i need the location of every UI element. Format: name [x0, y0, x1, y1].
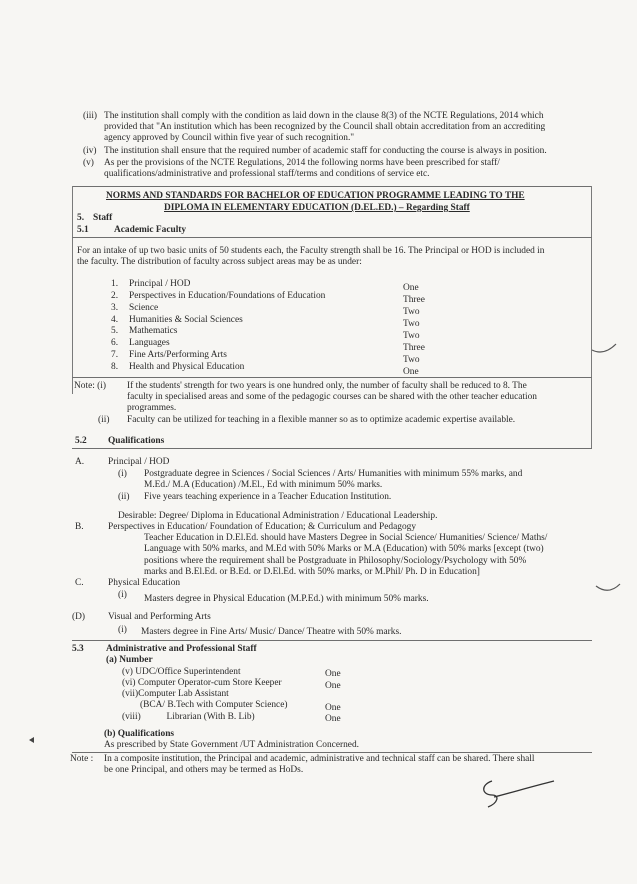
box-right-rule [591, 186, 592, 448]
bullet-mark-icon [28, 736, 36, 744]
item-number: (ii) [118, 492, 130, 502]
faculty-role: Health and Physical Education [129, 362, 245, 372]
faculty-count: Two [403, 319, 420, 329]
qualification-label: A. [75, 457, 85, 467]
section-rule [72, 752, 592, 753]
note-text: Faculty can be utilized for teaching in a flexible manner so as to optimize academic expertise available. [127, 415, 516, 425]
item-number: (i) [118, 590, 127, 600]
qualification-text: Five years teaching experience in a Teacher Education Institution. [144, 492, 392, 502]
faculty-number: 4. [111, 315, 119, 325]
faculty-role: Science [129, 303, 159, 313]
staff-role: (vii)Computer Lab Assistant [122, 689, 229, 699]
note-text: be one Principal, and others may be termed as HoDs. [104, 765, 304, 775]
qualification-text: Masters degree in Physical Education (M.P.Ed.) with minimum 50% marks. [144, 594, 429, 604]
staff-count: One [325, 703, 341, 713]
faculty-number: 7. [111, 350, 119, 360]
item-number: (i) [118, 625, 127, 635]
faculty-number: 2. [111, 291, 119, 301]
note-text: programmes. [127, 403, 177, 413]
note-text: faculty in specialised areas and some of the pedagogic courses can be shared with the other teacher education [127, 392, 537, 402]
qualification-title: Physical Education [108, 578, 181, 588]
clause-iii-number: (iii) [83, 111, 98, 121]
faculty-number: 1. [111, 279, 119, 289]
pen-mark-icon [590, 330, 620, 360]
signature-icon [470, 775, 560, 815]
qualification-title: Perspectives in Education/ Foundation of Education; & Curriculum and Pedagogy [108, 522, 417, 532]
faculty-number: 3. [111, 303, 119, 313]
qualification-title: Visual and Performing Arts [108, 612, 211, 622]
programme-heading: NORMS AND STANDARDS FOR BACHELOR OF EDUCATION PROGRAMME LEADING TO THE [106, 191, 525, 201]
faculty-role: Fine Arts/Performing Arts [129, 350, 227, 360]
section-rule [72, 640, 592, 641]
qualification-label: B. [75, 522, 84, 532]
qualification-text: positions where the requirement shall be Postgraduate in Philosophy/Sociology/Psychology with 50% [144, 556, 527, 566]
faculty-number: 5. [111, 326, 119, 336]
note-label: Note: (i) [74, 381, 107, 391]
faculty-count: Two [403, 331, 420, 341]
qualification-label: (D) [72, 612, 86, 622]
faculty-role: Humanities & Social Sciences [129, 315, 243, 325]
clause-v-number: (v) [83, 158, 94, 168]
section-rule [72, 448, 592, 449]
note-text: If the students' strength for two years is one hundred only, the number of faculty shall be reduced to 8. The [127, 381, 527, 391]
section-number: 5.1 [77, 225, 89, 235]
pen-mark-icon [594, 580, 624, 600]
qualification-desirable: Desirable: Degree/ Diploma in Educational Administration / Educational Leadership. [118, 511, 438, 521]
section-title: Academic Faculty [114, 225, 187, 235]
section-number: 5. [77, 213, 85, 223]
faculty-intro: the faculty. The distribution of faculty across subject areas may be as under: [77, 257, 362, 267]
clause-iv-line: The institution shall ensure that the required number of academic staff for conducting the course is always in position. [104, 146, 547, 156]
faculty-role: Languages [129, 338, 170, 348]
faculty-role: Perspectives in Education/Foundations of Education [129, 291, 326, 301]
staff-role: (vi) Computer Operator-cum Store Keeper [122, 678, 282, 688]
qualification-label: C. [75, 578, 84, 588]
faculty-count: Three [403, 295, 425, 305]
faculty-count: One [403, 283, 419, 293]
section-title: Qualifications [108, 436, 165, 446]
section-number: 5.2 [75, 436, 87, 446]
qualification-text: M.Ed./ M.A (Education) /M.El., Ed with minimum 50% marks. [144, 480, 383, 490]
clause-iv-number: (iv) [83, 146, 97, 156]
staff-role: (v) UDC/Office Superintendent [122, 667, 241, 677]
clause-v-line: qualifications/administrative and professional staff/terms and conditions of service etc. [104, 169, 430, 179]
clause-iii-line: agency approved by Council within five year of such recognition." [104, 133, 355, 143]
box-top-rule [72, 186, 592, 187]
section-rule [72, 377, 592, 378]
box-left-rule [72, 186, 73, 394]
qualification-text: As prescribed by State Government /UT Administration Concerned. [104, 740, 359, 750]
section-number: 5.3 [72, 644, 84, 654]
staff-role: (BCA/ B.Tech with Computer Science) [140, 700, 288, 710]
qualification-text: Postgraduate degree in Sciences / Social Sciences / Arts/ Humanities with minimum 55% marks, and [144, 469, 523, 479]
qualification-title: Principal / HOD [108, 457, 170, 467]
qualification-text: Language with 50% marks, and M.Ed with 50% Marks or M.A (Education) with 50% marks [except (two) [144, 544, 544, 554]
item-number: (i) [118, 469, 127, 479]
staff-role: (viii) Librarian (With B. Lib) [122, 712, 255, 722]
qualification-text: Masters degree in Fine Arts/ Music/ Dance/ Theatre with 50% marks. [141, 627, 402, 637]
faculty-count: Two [403, 307, 420, 317]
faculty-role: Mathematics [129, 326, 178, 336]
section-title: Staff [93, 213, 113, 223]
section-title: Administrative and Professional Staff [106, 644, 257, 654]
faculty-count: One [403, 367, 419, 377]
note-text: In a composite institution, the Principal and academic, administrative and technical staff can be shared. There shall [104, 754, 535, 764]
faculty-role: Principal / HOD [129, 279, 191, 289]
qualification-text: marks and B.El.Ed. or B.Ed. or D.El.Ed. with 50% marks, or M.Phil/ Ph. D in Education] [144, 567, 480, 577]
staff-count: One [325, 681, 341, 691]
subsection-title: (a) Number [106, 655, 153, 665]
staff-count: One [325, 714, 341, 724]
qualification-text: Teacher Education in D.El.Ed. should have Masters Degree in Social Science/ Humanities/ Science/ Maths/ [144, 533, 548, 543]
faculty-count: Two [403, 355, 420, 365]
note-label: Note : [70, 754, 94, 764]
programme-heading: DIPLOMA IN ELEMENTARY EDUCATION (D.EL.ED.) – Regarding Staff [164, 203, 470, 213]
clause-v-line: As per the provisions of the NCTE Regulations, 2014 the following norms have been prescribed for staff/ [104, 158, 500, 168]
faculty-number: 8. [111, 362, 119, 372]
subsection-title: (b) Qualifications [104, 729, 175, 739]
section-rule [72, 237, 592, 238]
staff-count: One [325, 669, 341, 679]
faculty-number: 6. [111, 338, 119, 348]
note-number: (ii) [98, 415, 110, 425]
clause-iii-line: provided that "An institution which has been recognized by the Council shall obtain accreditation from an accrediting [104, 122, 546, 132]
faculty-count: Three [403, 343, 425, 353]
clause-iii-line: The institution shall comply with the condition as laid down in the clause 8(3) of the NCTE Regulations, 2014 which [104, 111, 544, 121]
faculty-intro: For an intake of up two basic units of 50 students each, the Faculty strength shall be 16. The Principal or HOD is included in [77, 246, 545, 256]
